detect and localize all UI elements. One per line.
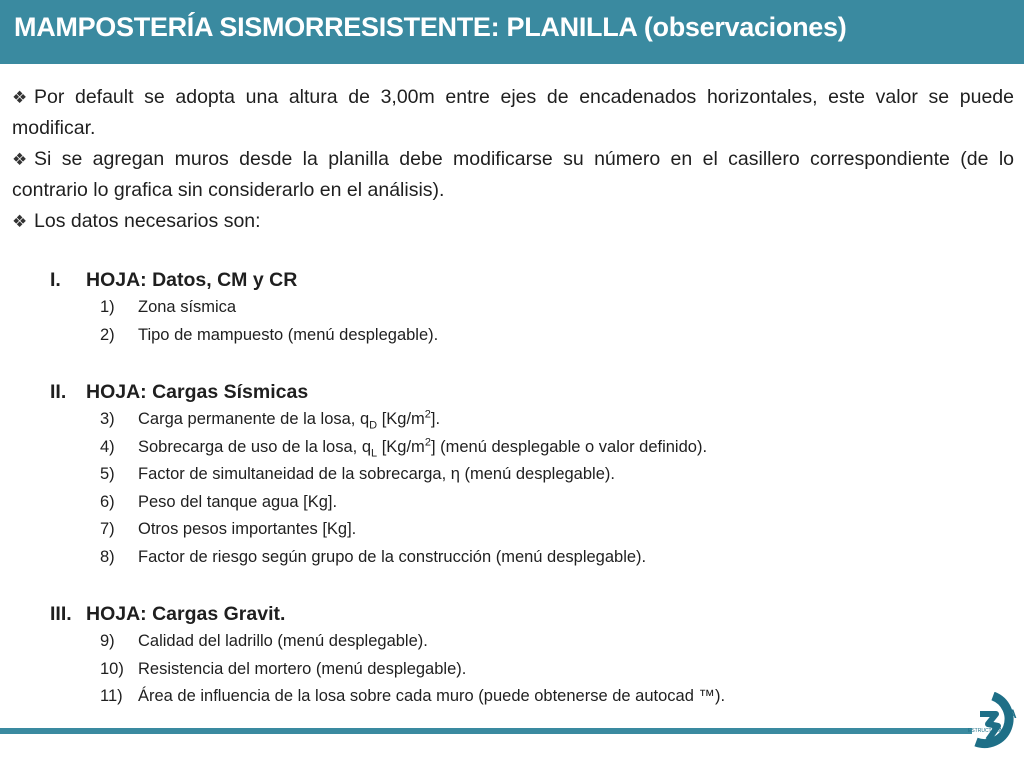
list-item: 3) Carga permanente de la losa, $q_D$ $[Kg/m^2]$. xyxy=(100,408,441,432)
slide-header xyxy=(0,0,1024,64)
section-heading: I. HOJA: Datos, CM y CR xyxy=(50,269,298,291)
section-datos xyxy=(0,266,438,349)
logo-text: ESTRUCTURAS xyxy=(968,728,1006,734)
list-item: 4) Sobrecarga de uso de la losa, $q_L$ $[Kg/m^2]$ (menú desplegable o valor definido). xyxy=(100,436,708,459)
bullet-text: Los datos necesarios son: xyxy=(34,210,261,232)
section-heading: III. HOJA: Cargas Gravit. xyxy=(50,603,286,625)
diamond-bullet-icon: ❖ xyxy=(12,88,28,107)
bullet-text: Por default se adopta una altura de 3,00m entre ejes de encadenados horizontales, este valor se puede modificar. xyxy=(12,86,1014,139)
slide-content xyxy=(12,82,1014,237)
list-item: 6) Peso del tanque agua [Kg]. xyxy=(100,492,338,511)
bullet-3 xyxy=(12,206,1014,237)
logo-letter: A xyxy=(1008,707,1017,721)
list-item: 9) Calidad del ladrillo (menú desplegable). xyxy=(100,632,428,650)
section-heading: II. HOJA: Cargas Sísmicas xyxy=(50,381,309,403)
list-item: 11) Área de influencia de la losa sobre cada muro (puede obtenerse de autocad ™). xyxy=(100,687,726,705)
company-logo xyxy=(966,692,1020,760)
list-item: 1) Zona sísmica xyxy=(100,298,237,316)
list-item: 2) Tipo de mampuesto (menú desplegable). xyxy=(100,325,439,344)
list-item: 5) Factor de simultaneidad de la sobrecarga, η (menú desplegable). xyxy=(100,465,615,483)
list-item: 10) Resistencia del mortero (menú desplegable). xyxy=(100,659,467,678)
slide-title: MAMPOSTERÍA SISMORRESISTENTE: PLANILLA (observaciones) xyxy=(14,12,847,42)
bullet-2 xyxy=(12,144,1014,206)
footer-divider xyxy=(0,728,972,734)
diamond-bullet-icon: ❖ xyxy=(12,212,28,231)
section-cargas-sismicas xyxy=(0,378,707,571)
section-cargas-gravit xyxy=(0,600,725,711)
bullet-text: Si se agregan muros desde la planilla debe modificarse su número en el casillero correspondiente (de lo contrario lo grafica sin considerarlo en el análisis). xyxy=(12,148,1014,201)
list-item: 7) Otros pesos importantes [Kg]. xyxy=(100,520,357,538)
bullet-1 xyxy=(12,82,1014,144)
diamond-bullet-icon: ❖ xyxy=(12,150,28,169)
list-item: 8) Factor de riesgo según grupo de la construcción (menú desplegable). xyxy=(100,547,647,566)
